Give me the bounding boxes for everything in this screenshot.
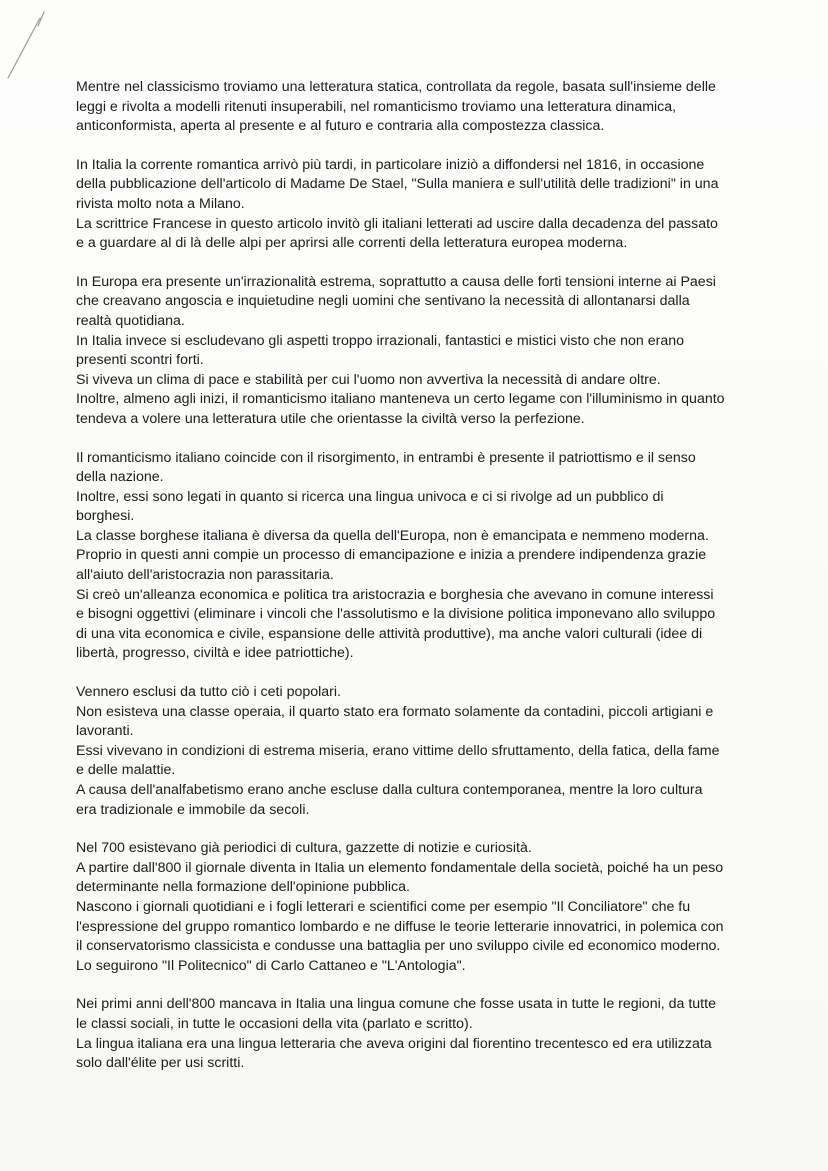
paragraph-7 bbox=[76, 995, 766, 1073]
paragraph-4 bbox=[76, 449, 766, 665]
text-line: Il romanticismo italiano coincide con il risorgimento, in entrambi è presente il patriottismo e il senso bbox=[76, 449, 696, 466]
text-line: tendeva a volere una letteratura utile che orientasse la civiltà verso la perfezione. bbox=[76, 410, 585, 427]
text-line: La classe borghese italiana è diversa da quella dell'Europa, non è emancipata e nemmeno moderna. bbox=[76, 527, 709, 544]
text-line: Inoltre, essi sono legati in quanto si ricerca una lingua univoca e ci si rivolge ad un pubblico di bbox=[76, 488, 664, 505]
text-line: all'aiuto dell'aristocrazia non parassitaria. bbox=[76, 567, 334, 584]
text-line: In Italia la corrente romantica arrivò più tardi, in particolare iniziò a diffondersi nel 1816, in occasione bbox=[76, 156, 705, 173]
text-line: le classi sociali, in tutte le occasioni della vita (parlato e scritto). bbox=[76, 1015, 473, 1032]
document-body bbox=[76, 78, 766, 1093]
text-line: e a guardare al di là delle alpi per aprirsi alle correnti della letteratura europea moderna. bbox=[76, 235, 628, 252]
text-line: Lo seguirono "Il Politecnico" di Carlo Cattaneo e "L'Antologia". bbox=[76, 957, 466, 974]
text-line: In Europa era presente un'irrazionalità estrema, soprattutto a causa delle forti tensioni interne ai Paesi bbox=[76, 273, 716, 290]
text-line: e bisogni oggettivi (eliminare i vincoli che l'assolutismo e la divisione politica imponevano allo sviluppo bbox=[76, 606, 716, 623]
text-line: borghesi. bbox=[76, 508, 135, 525]
text-line: rivista molto nota a Milano. bbox=[76, 195, 245, 212]
text-line: Nei primi anni dell'800 mancava in Italia una lingua comune che fosse usata in tutte le regioni, da tutte bbox=[76, 996, 716, 1013]
text-line: era tradizionale e immobile da secoli. bbox=[76, 801, 310, 818]
pen-mark-icon bbox=[4, 8, 50, 80]
text-line: Essi vivevano in condizioni di estrema miseria, erano vittime dello sfruttamento, della fatica, della fame bbox=[76, 742, 720, 759]
text-line: Nel 700 esistevano già periodici di cultura, gazzette di notizie e curiosità. bbox=[76, 840, 532, 857]
paragraph-2 bbox=[76, 156, 766, 254]
text-line: Si viveva un clima di pace e stabilità per cui l'uomo non avvertiva la necessità di andare oltre. bbox=[76, 371, 661, 388]
paragraph-1 bbox=[76, 78, 766, 137]
text-line: che creavano angoscia e inquietudine negli uomini che sentivano la necessità di allontanarsi dalla bbox=[76, 293, 690, 310]
text-line: Non esisteva una classe operaia, il quarto stato era formato solamente da contadini, piccoli artigiani e bbox=[76, 703, 714, 720]
paragraph-5 bbox=[76, 683, 766, 820]
text-line: Mentre nel classicismo troviamo una letteratura statica, controllata da regole, basata sull'insieme delle bbox=[76, 79, 716, 95]
text-line: In Italia invece si escludevano gli aspetti troppo irrazionali, fantastici e mistici visto che non erano bbox=[76, 332, 685, 349]
text-line: lavoranti. bbox=[76, 723, 134, 740]
text-line: A causa dell'analfabetismo erano anche escluse dalla cultura contemporanea, mentre la loro cultura bbox=[76, 782, 703, 798]
paragraph-3 bbox=[76, 273, 766, 430]
text-line: libertà, progresso, civiltà e idee patriottiche). bbox=[76, 645, 354, 662]
text-line: l'espressione del gruppo romantico lombardo e ne diffuse le teorie letterarie innovatrici, in polemica con bbox=[76, 918, 724, 935]
text-line: anticonformista, aperta al presente e al futuro e contraria alla compostezza classica. bbox=[76, 118, 605, 135]
text-line: La lingua italiana era una lingua letteraria che aveva origini dal fiorentino trecentesco ed era utilizzata bbox=[76, 1035, 712, 1052]
text-line: leggi e rivolta a modelli ritenuti insuperabili, nel romanticismo troviamo una letteratura dinamica, bbox=[76, 98, 677, 115]
text-line: Vennero esclusi da tutto ciò i ceti popolari. bbox=[76, 684, 341, 701]
text-line: della pubblicazione dell'articolo di Madame De Stael, "Sulla maniera e sull'utilità delle tradizioni" in una bbox=[76, 176, 719, 193]
text-line: La scrittrice Francese in questo articolo invitò gli italiani letterati ad uscire dalla decadenza del passato bbox=[76, 215, 718, 232]
text-line: A partire dall'800 il giornale diventa in Italia un elemento fondamentale della società, poiché ha un peso bbox=[76, 859, 724, 876]
text-line: realtà quotidiana. bbox=[76, 312, 185, 329]
text-line: Nascono i giornali quotidiani e i fogli letterari e scientifici come per esempio "Il Conciliatore" che fu bbox=[76, 898, 691, 915]
text-line: solo dall'élite per usi scritti. bbox=[76, 1055, 245, 1072]
paragraph-6 bbox=[76, 839, 766, 976]
text-line: Inoltre, almeno agli inizi, il romanticismo italiano manteneva un certo legame con l'illuminismo in quanto bbox=[76, 391, 725, 408]
text-line: Proprio in questi anni compie un processo di emancipazione e inizia a prendere indipendenza grazie bbox=[76, 547, 707, 564]
text-line: il conservatorismo classicista e condusse una battaglia per uno sviluppo civile ed economico moderno. bbox=[76, 938, 721, 955]
text-line: Si creò un'alleanza economica e politica tra aristocrazia e borghesia che avevano in comune interessi bbox=[76, 586, 714, 603]
text-line: di una vita economica e civile, espansione delle attività produttive), ma anche valori culturali (idee di bbox=[76, 625, 703, 642]
text-line: e delle malattie. bbox=[76, 762, 176, 779]
text-line: determinante nella formazione dell'opinione pubblica. bbox=[76, 879, 410, 896]
text-line: della nazione. bbox=[76, 469, 164, 486]
text-line: presenti scontri forti. bbox=[76, 352, 204, 369]
